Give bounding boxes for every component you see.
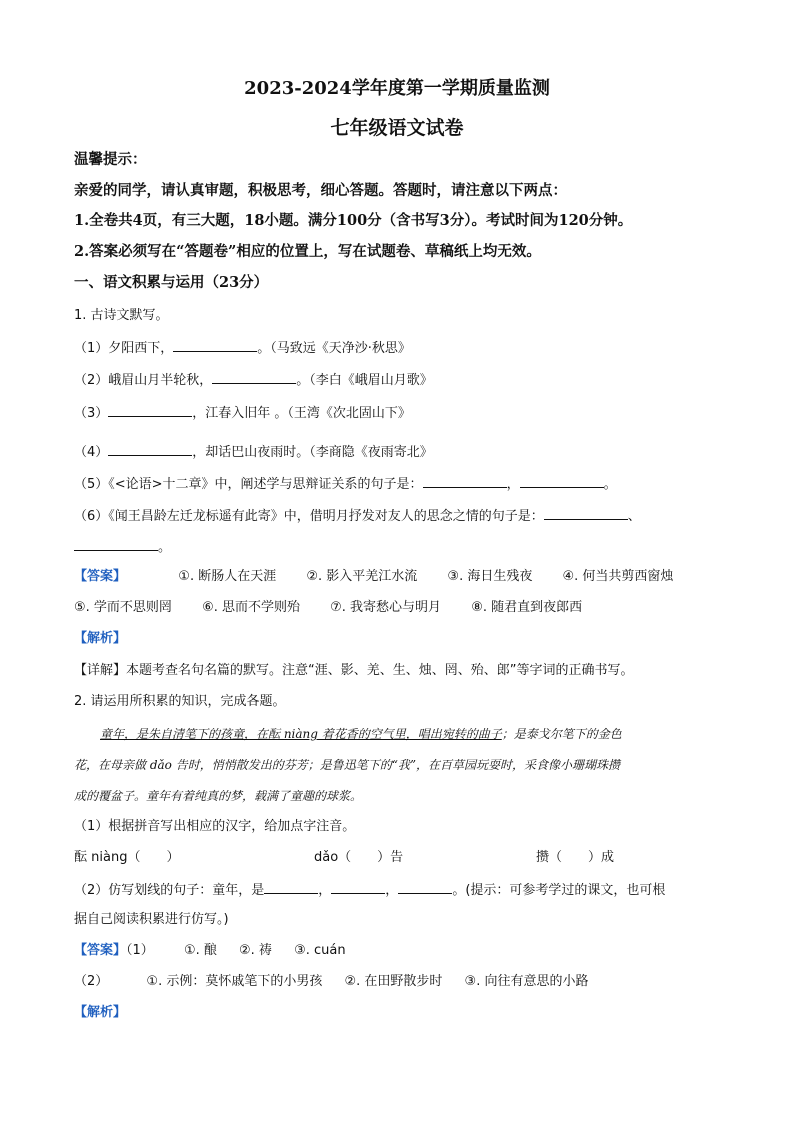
answer-item: ②. 在田野散步时: [344, 974, 443, 989]
q2-stem: 2. 请运用所积累的知识，完成各题。: [74, 694, 286, 709]
q1-answers-row-1: [74, 568, 734, 586]
passage-line-3: 成的覆盆子。童年有着纯真的梦，载满了童趣的球浆。: [74, 789, 363, 803]
answer-blank[interactable]: [108, 403, 192, 417]
answer-blank[interactable]: [331, 880, 385, 894]
q1-stem: 1. 古诗文默写。: [74, 308, 169, 323]
answer-blank[interactable]: [74, 537, 158, 551]
q2-pinyin-row: [74, 849, 734, 867]
exam-title: 2023-2024学年度第一学期质量监测: [244, 78, 550, 99]
q2-sub1: （1）根据拼音写出相应的汉字，给加点字注音。: [74, 819, 356, 834]
answer-item: ⑦. 我寄愁心与明月: [330, 600, 442, 615]
answer-blank[interactable]: [423, 474, 507, 488]
q1-item-1: （1）夕阳西下， 。（马致远《天净沙·秋思》: [74, 338, 734, 358]
section-heading: 一、语文积累与运用（23分）: [74, 274, 269, 291]
q2-answers-row-1: 【答案】（1） ①. 酿 ②. 祷 ③. cuán: [74, 943, 346, 958]
underlined-sentence: 童年，是朱自清笔下的孩童，在酝 niàng 着花香的空气里，唱出宛转的曲子: [100, 727, 502, 741]
answer-item: ①. 断肠人在天涯: [178, 569, 277, 584]
answer-blank[interactable]: [173, 338, 257, 352]
answer-item: ①. 酿: [183, 943, 217, 958]
answer-blank[interactable]: [212, 370, 296, 384]
answer-item: ⑧. 随君直到夜郎西: [471, 600, 583, 615]
analysis-label: 【解析】: [74, 631, 127, 646]
pinyin-item-1: 酝 niàng（ ）: [74, 850, 180, 865]
answer-label: 【答案】: [74, 943, 127, 958]
q1-item-4: （4） ，却话巴山夜雨时。（李商隐《夜雨寄北》: [74, 442, 734, 462]
q2-answers-row-2: （2） ①. 示例：莫怀戚笔下的小男孩 ②. 在田野散步时 ③. 向往有意思的小路: [74, 974, 589, 989]
analysis-label: 【解析】: [74, 1005, 127, 1020]
answer-item: ①. 示例：莫怀戚笔下的小男孩: [146, 974, 323, 989]
answer-item: ③. cuán: [294, 943, 346, 958]
pinyin-item-2: dǎo（ ）告: [314, 850, 404, 865]
answer-blank[interactable]: [108, 442, 192, 456]
tips-label: 温馨提示：: [74, 151, 147, 168]
passage-line-1: 童年，是朱自清笔下的孩童，在酝 niàng 着花香的空气里，唱出宛转的曲子；是泰戈尔笔下的金色: [100, 727, 622, 741]
answer-item: ④. 何当共剪西窗烛: [562, 569, 674, 584]
tips-line-3: 2.答案必须写在“答题卷”相应的位置上，写在试题卷、草稿纸上均无效。: [74, 243, 541, 260]
answer-item: ②. 影入平羌江水流: [306, 569, 418, 584]
q2-sub2: （2）仿写划线的句子：童年，是 ， ， 。(提示：可参考学过的课文，也可根: [74, 880, 734, 900]
q1-item-2: （2）峨眉山月半轮秋， 。（李白《峨眉山月歌》: [74, 370, 734, 390]
answer-blank[interactable]: [520, 474, 604, 488]
q1-detail: 【详解】本题考查名句名篇的默写。注意“涯、影、羌、生、烛、罔、殆、郎”等字词的正确书写。: [74, 663, 634, 678]
q1-item-3: （3） ，江春入旧年 。（王湾《次北固山下》: [74, 403, 734, 423]
q1-item-6: （6）《闻王昌龄左迁龙标遥有此寄》中，借明月抒发对友人的思念之情的句子是： 、: [74, 506, 734, 526]
passage-line-2: 花，在母亲做 dǎo 告时，悄悄散发出的芬芳；是鲁迅笔下的“我”，在百草园玩耍时，采食像小珊瑚珠攒: [74, 758, 620, 772]
answer-item: ⑤. 学而不思则罔: [74, 600, 172, 615]
answer-blank[interactable]: [264, 880, 318, 894]
answer-blank[interactable]: [544, 506, 628, 520]
tips-line-2: 1.全卷共4页，有三大题，18小题。满分100分（含书写3分）。考试时间为120分钟。: [74, 212, 633, 229]
pinyin-item-3: 攒（ ）成: [536, 850, 615, 865]
answer-label: 【答案】: [74, 569, 127, 584]
exam-subtitle: 七年级语文试卷: [330, 117, 464, 139]
q2-sub2-cont: 据自己阅读积累进行仿写。): [74, 912, 229, 927]
answer-item: ②. 祷: [239, 943, 272, 958]
answer-item: ③. 向往有意思的小路: [464, 974, 589, 989]
q1-item-6-cont: 。: [74, 537, 734, 557]
q1-item-5: （5）《<论语>十二章》中，阐述学与思辩证关系的句子是： ， 。: [74, 474, 734, 494]
answer-blank[interactable]: [398, 880, 452, 894]
q1-answers-row-2: [74, 599, 734, 617]
tips-line-1: 亲爱的同学，请认真审题，积极思考，细心答题。答题时，请注意以下两点：: [74, 182, 567, 199]
answer-item: ⑥. 思而不学则殆: [202, 600, 300, 615]
answer-item: ③. 海日生残夜: [447, 569, 533, 584]
